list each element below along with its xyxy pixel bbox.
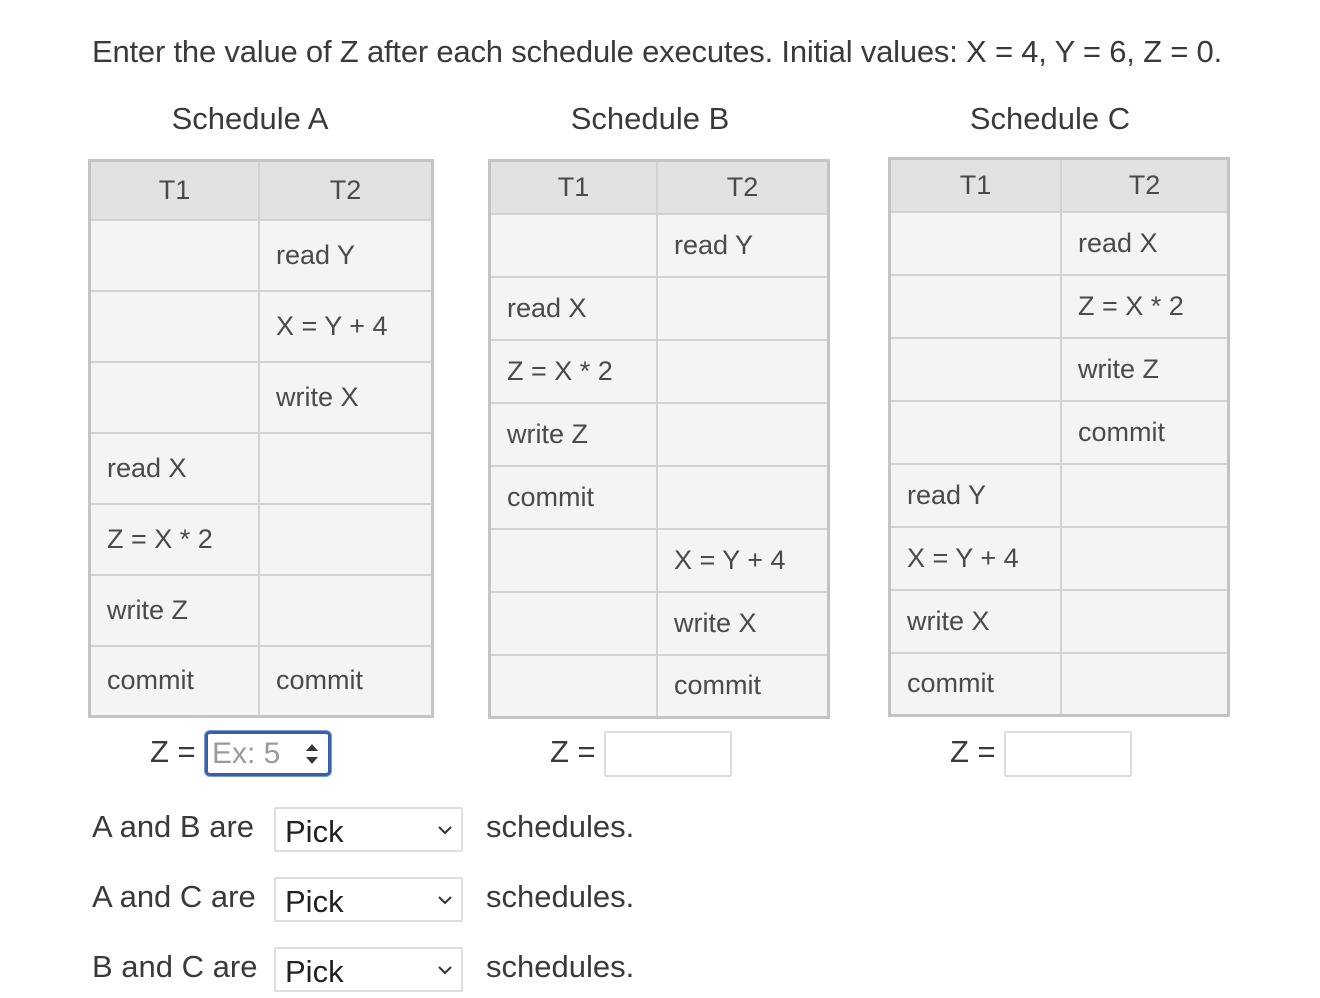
schedule-c-cell-t2: commit [1061, 401, 1228, 464]
schedule-b-cell-t1 [490, 529, 657, 592]
comparison-ab-label: A and B are [92, 809, 255, 844]
schedule-b-cell-t2: commit [657, 655, 829, 718]
schedule-a-cell-t1: commit [90, 646, 259, 717]
column-header-t1: T1 [90, 161, 259, 220]
schedule-b-z-label: Z = [550, 734, 596, 769]
column-header-t2: T2 [259, 161, 433, 220]
chevron-down-icon [437, 824, 453, 836]
comparison-ac-selected-value: Pick [285, 884, 344, 919]
schedule-c-cell-t1 [890, 275, 1062, 338]
comparison-bc-select[interactable] [274, 947, 463, 992]
comparison-ab-selected-value: Pick [285, 814, 344, 849]
instructions-text: Enter the value of Z after each schedule executes. Initial values: X = 4, Y = 6, Z = 0. [92, 34, 1222, 69]
schedule-c-cell-t2 [1061, 590, 1228, 653]
schedule-c-cell-t1: write X [890, 590, 1062, 653]
schedule-c-cell-t2 [1061, 653, 1228, 716]
schedule-c-cell-t2 [1061, 464, 1228, 527]
column-header-t2: T2 [1061, 159, 1228, 212]
schedule-b-cell-t1 [490, 592, 657, 655]
schedule-a-cell-t2 [259, 575, 433, 646]
schedule-c-cell-t1 [890, 401, 1062, 464]
chevron-down-icon [437, 894, 453, 906]
schedule-b-cell-t1: Z = X * 2 [490, 340, 657, 403]
schedule-a-cell-t2: X = Y + 4 [259, 291, 433, 362]
schedule-a-cell-t2: commit [259, 646, 433, 717]
schedule-b-cell-t2 [657, 277, 829, 340]
column-header-t2: T2 [657, 161, 829, 214]
schedule-a-cell-t2 [259, 504, 433, 575]
schedule-c-z-input[interactable] [1004, 731, 1132, 777]
schedule-a-cell-t1 [90, 220, 259, 291]
comparison-ac-suffix: schedules. [486, 879, 635, 914]
schedule-a-cell-t1: write Z [90, 575, 259, 646]
comparison-ab-suffix: schedules. [486, 809, 635, 844]
comparison-bc-suffix: schedules. [486, 949, 635, 984]
schedule-a-cell-t1: read X [90, 433, 259, 504]
schedule-c-title: Schedule C [969, 101, 1131, 136]
schedule-c-cell-t1: read Y [890, 464, 1062, 527]
schedule-c-z-label: Z = [950, 734, 996, 769]
schedule-b-cell-t1 [490, 214, 657, 277]
schedule-a-z-label: Z = [150, 734, 196, 769]
schedule-a-cell-t1 [90, 291, 259, 362]
schedule-b-cell-t2: read Y [657, 214, 829, 277]
schedule-c-cell-t1: X = Y + 4 [890, 527, 1062, 590]
schedule-b-cell-t1 [490, 655, 657, 718]
schedule-b-title: Schedule B [570, 101, 730, 136]
schedule-a-cell-t2: read Y [259, 220, 433, 291]
schedule-a-title: Schedule A [171, 101, 329, 136]
up-down-spinner-icon[interactable] [301, 737, 323, 771]
schedule-c-table [888, 157, 1230, 717]
schedule-a-cell-t2 [259, 433, 433, 504]
schedule-b-z-input[interactable] [604, 731, 732, 777]
schedule-b-cell-t1: read X [490, 277, 657, 340]
schedule-a-cell-t1 [90, 362, 259, 433]
column-header-t1: T1 [490, 161, 657, 214]
comparison-ac-select[interactable] [274, 877, 463, 922]
schedule-c-cell-t2 [1061, 527, 1228, 590]
schedule-b-cell-t2: X = Y + 4 [657, 529, 829, 592]
schedule-b-cell-t2 [657, 466, 829, 529]
schedule-a-table [88, 159, 434, 718]
schedule-b-cell-t1: commit [490, 466, 657, 529]
comparison-bc-label: B and C are [92, 949, 258, 984]
schedule-b-cell-t2 [657, 403, 829, 466]
schedule-c-cell-t2: Z = X * 2 [1061, 275, 1228, 338]
comparison-ac-label: A and C are [92, 879, 256, 914]
schedule-c-cell-t2: read X [1061, 212, 1228, 275]
schedule-b-cell-t2: write X [657, 592, 829, 655]
column-header-t1: T1 [890, 159, 1062, 212]
schedule-b-cell-t1: write Z [490, 403, 657, 466]
schedule-b-table [488, 159, 830, 719]
schedule-a-cell-t2: write X [259, 362, 433, 433]
comparison-bc-selected-value: Pick [285, 954, 344, 989]
chevron-down-icon [437, 964, 453, 976]
schedule-c-cell-t2: write Z [1061, 338, 1228, 401]
schedule-c-cell-t1: commit [890, 653, 1062, 716]
schedule-b-cell-t2 [657, 340, 829, 403]
schedule-c-cell-t1 [890, 338, 1062, 401]
schedule-c-cell-t1 [890, 212, 1062, 275]
schedule-a-cell-t1: Z = X * 2 [90, 504, 259, 575]
comparison-ab-select[interactable] [274, 807, 463, 852]
